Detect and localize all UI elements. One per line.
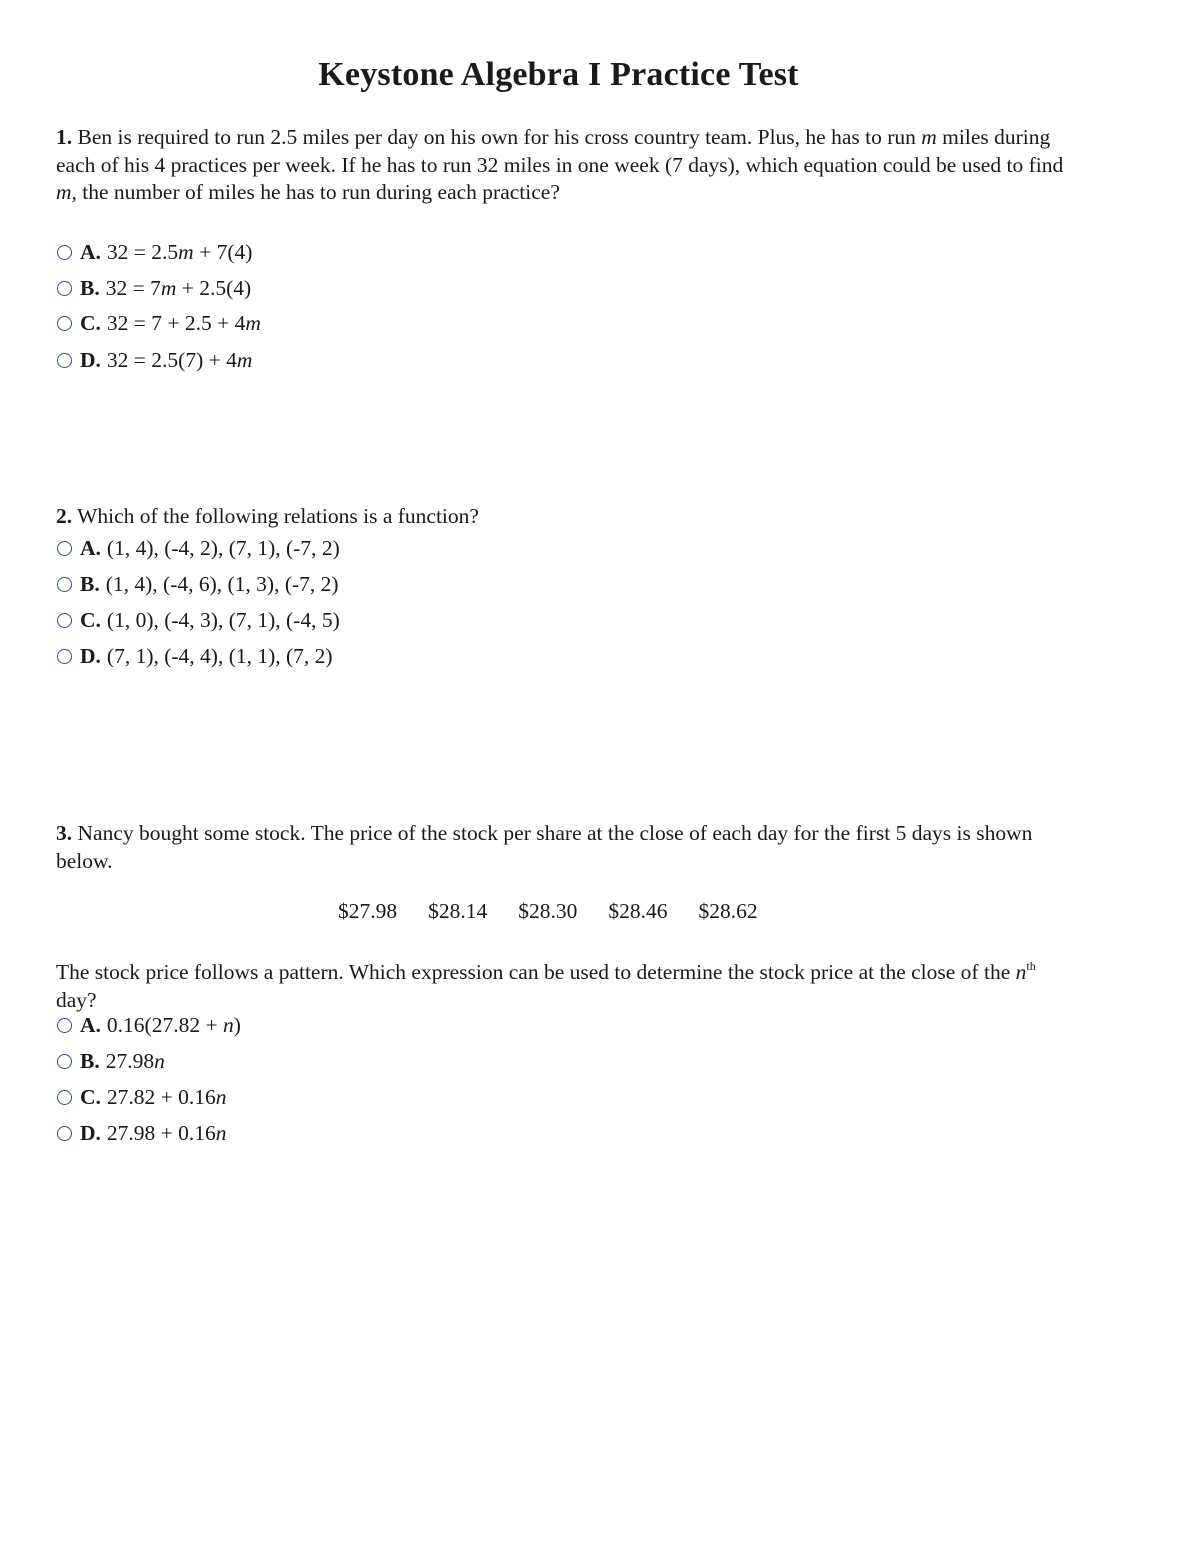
- option-letter: B.: [80, 275, 100, 300]
- stock-prices: [338, 899, 789, 924]
- radio-button[interactable]: [57, 1126, 72, 1141]
- question-3-text: [56, 820, 1086, 875]
- option-letter: B.: [80, 571, 100, 596]
- option-letter: A.: [80, 535, 101, 560]
- option-text: ): [233, 1012, 241, 1037]
- question-1-text: [56, 124, 1086, 207]
- radio-button[interactable]: [57, 613, 72, 628]
- variable: m: [178, 239, 194, 264]
- variable: m: [56, 180, 72, 204]
- radio-button[interactable]: [57, 316, 72, 331]
- option-letter: C.: [80, 1084, 101, 1109]
- option-letter: A.: [80, 239, 101, 264]
- option-letter: D.: [80, 347, 101, 372]
- radio-button[interactable]: [57, 281, 72, 296]
- question-number: 3.: [56, 821, 73, 845]
- question-text: day?: [56, 987, 97, 1012]
- radio-button[interactable]: [57, 577, 72, 592]
- q3-option-c[interactable]: [57, 1083, 227, 1111]
- option-text: + 7(4): [193, 239, 253, 264]
- option-letter: A.: [80, 1012, 101, 1037]
- variable: n: [222, 1012, 234, 1037]
- option-letter: C.: [80, 310, 101, 335]
- option-letter: B.: [80, 1048, 100, 1073]
- option-text: + 2.5(4): [176, 275, 252, 300]
- option-text: (1, 4), (-4, 2), (7, 1), (-7, 2): [106, 535, 340, 560]
- option-text: 27.82 + 0.16: [106, 1084, 216, 1109]
- option-letter: D.: [80, 1120, 101, 1145]
- question-text: Nancy bought some stock. The price of the stock per share at the close of each day for the first 5 days is shown below.: [56, 821, 1033, 873]
- option-letter: C.: [80, 607, 101, 632]
- stock-price: $28.46: [608, 899, 668, 923]
- q2-option-b[interactable]: [57, 570, 339, 598]
- stock-price: $28.14: [428, 899, 488, 923]
- option-text: 32 = 2.5(7) + 4: [106, 347, 237, 372]
- option-text: (7, 1), (-4, 4), (1, 1), (7, 2): [106, 643, 333, 668]
- option-text: 27.98 + 0.16: [106, 1120, 216, 1145]
- radio-button[interactable]: [57, 1090, 72, 1105]
- variable: n: [215, 1120, 227, 1145]
- variable: n: [154, 1048, 165, 1073]
- q2-option-d[interactable]: [57, 642, 333, 670]
- radio-button[interactable]: [57, 649, 72, 664]
- q1-option-b[interactable]: [57, 274, 251, 302]
- option-text: 0.16(27.82 +: [106, 1012, 223, 1037]
- variable: m: [236, 347, 253, 372]
- question-2-text: [56, 503, 1086, 531]
- radio-button[interactable]: [57, 1018, 72, 1033]
- stock-price: $28.62: [698, 899, 758, 923]
- option-text: 32 = 7: [105, 275, 161, 300]
- variable: n: [215, 1084, 227, 1109]
- question-3-followup: [56, 953, 1056, 1014]
- stock-price: $27.98: [338, 899, 398, 923]
- question-text: Ben is required to run 2.5 miles per day on his own for his cross country team. Plus, he has to run: [77, 125, 916, 149]
- q1-option-c[interactable]: [57, 309, 261, 337]
- variable: m: [160, 275, 177, 300]
- option-text: (1, 0), (-4, 3), (7, 1), (-4, 5): [106, 607, 340, 632]
- variable: n: [1015, 960, 1027, 984]
- superscript: th: [1026, 959, 1036, 973]
- radio-button[interactable]: [57, 541, 72, 556]
- q1-option-a[interactable]: [57, 238, 252, 266]
- question-number: 1.: [56, 125, 73, 149]
- page-title: Keystone Algebra I Practice Test: [318, 56, 799, 93]
- option-text: 32 = 7 + 2.5 + 4: [106, 310, 246, 335]
- variable: m: [245, 310, 261, 335]
- q2-option-a[interactable]: [57, 534, 340, 562]
- option-text: 27.98: [105, 1048, 155, 1073]
- stock-price: $28.30: [518, 899, 578, 923]
- option-letter: D.: [80, 643, 101, 668]
- q1-option-d[interactable]: [57, 346, 252, 374]
- question-text: Which of the following relations is a function?: [77, 504, 479, 528]
- variable: m: [921, 125, 937, 149]
- question-text: miles during each of his 4 practices per week. If he has to run 32 miles in one week (7 days), which equation could be used to find: [56, 125, 1064, 177]
- radio-button[interactable]: [57, 245, 72, 260]
- q2-option-c[interactable]: [57, 606, 340, 634]
- radio-button[interactable]: [57, 353, 72, 368]
- radio-button[interactable]: [57, 1054, 72, 1069]
- question-text: , the number of miles he has to run during each practice?: [71, 180, 560, 204]
- q3-option-b[interactable]: [57, 1047, 165, 1075]
- question-number: 2.: [56, 504, 73, 528]
- option-text: 32 = 2.5: [106, 239, 179, 264]
- q3-option-d[interactable]: [57, 1119, 227, 1147]
- question-text: The stock price follows a pattern. Which expression can be used to determine the stock price at the close of the: [56, 960, 1011, 984]
- option-text: (1, 4), (-4, 6), (1, 3), (-7, 2): [105, 571, 339, 596]
- q3-option-a[interactable]: [57, 1011, 241, 1039]
